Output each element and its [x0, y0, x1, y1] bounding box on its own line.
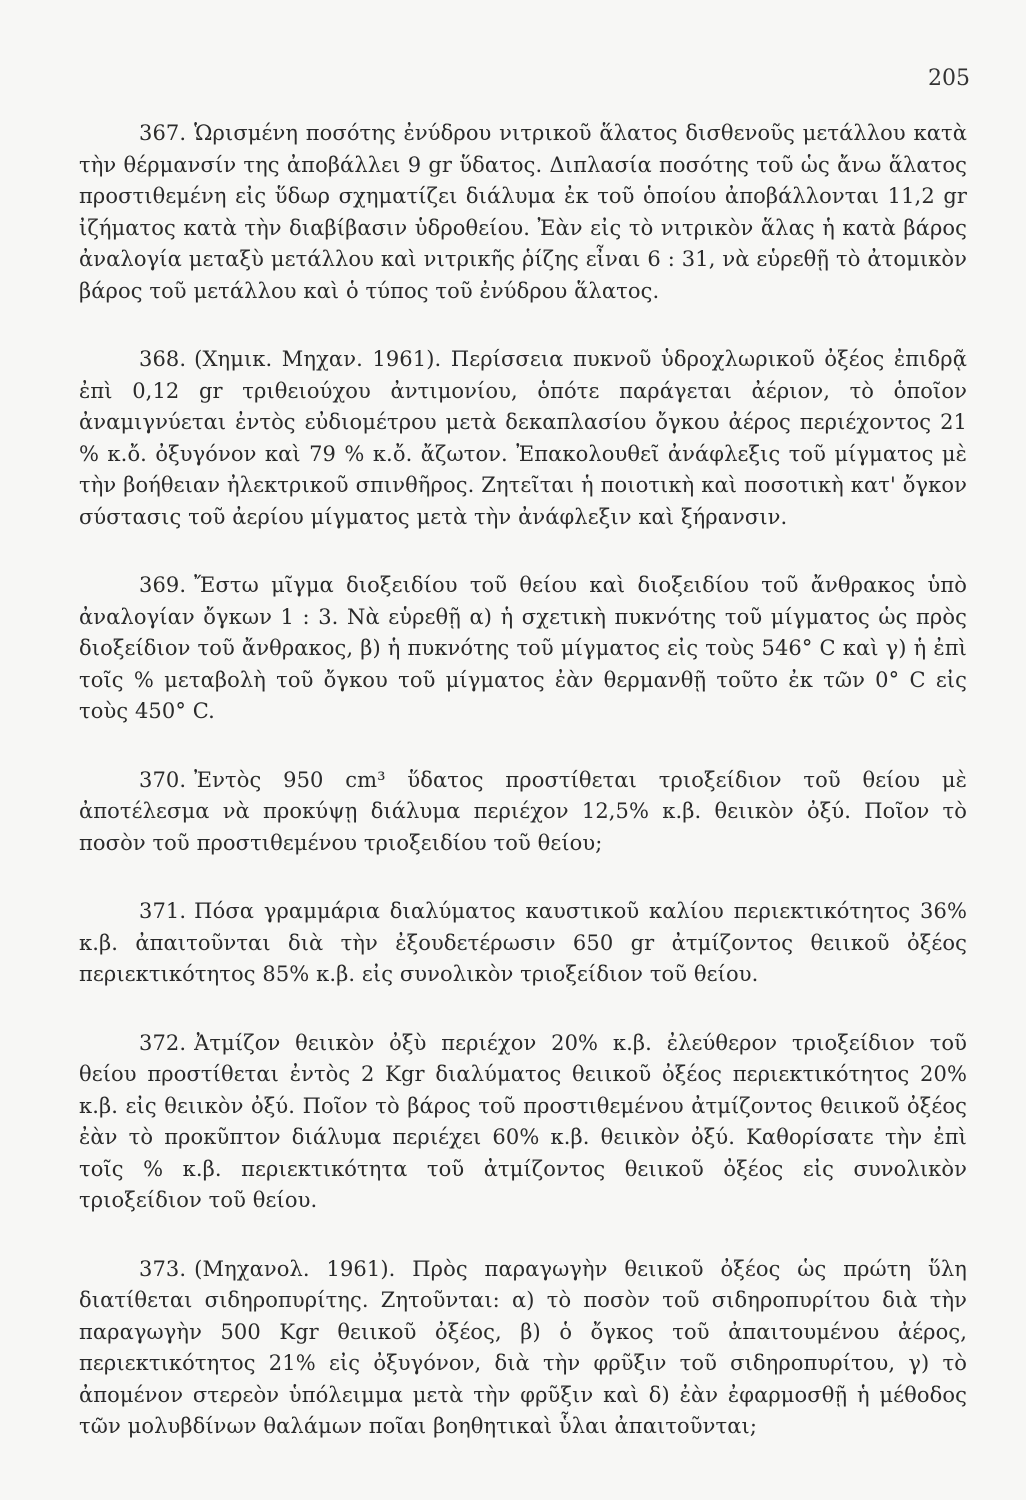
problem-number: 373.: [139, 1256, 187, 1281]
problem-number: 372.: [139, 1030, 187, 1055]
problem-number: 367.: [139, 121, 187, 145]
problem-372: [79, 1028, 967, 1217]
problem-368: [79, 344, 967, 533]
problem-number: 369.: [139, 573, 187, 597]
problem-367: [79, 118, 967, 307]
problem-number: 370.: [139, 767, 187, 792]
problem-number: 371.: [139, 899, 187, 923]
problem-text: Πόσα γραμμάρια διαλύματος καυστικοῦ καλίου περιεκτικότητος 36% κ.β. ἀπαιτοῦνται διὰ τὴν ἐξουδετέρωσιν 650 gr ἀτμίζοντος θειικοῦ ὀξέος περιεκτικότητος 85% κ.β. εἰς συνολικὸν τριοξείδιον τοῦ θείου.: [79, 899, 967, 986]
problem-371: [79, 896, 967, 991]
problem-text: (Χημικ. Μηχαν. 1961). Περίσσεια πυκνοῦ ὑδροχλωρικοῦ ὀξέος ἐπιδρᾷ ἐπὶ 0,12 gr τριθειούχου ἀντιμονίου, ὁπότε παράγεται ἀέριον, τὸ ὁποῖον ἀναμιγνύεται ἐντὸς εὐδιομέτρου μετὰ δεκαπλασίου ὄγκου ἀέρος περιέχοντος 21 % κ.ὄ. ὀξυγόνον καὶ 79 % κ.ὄ. ἄζωτον. Ἐπακολουθεῖ ἀνάφλεξις τοῦ μίγματος μὲ τὴν βοήθειαν ἠλεκτρικοῦ σπινθῆρος. Ζητεῖται ἡ ποιοτικὴ καὶ ποσοτικὴ κατ' ὄγκον σύστασις τοῦ ἀερίου μίγματος μετὰ τὴν ἀνάφλεξιν καὶ ξήρανσιν.: [79, 347, 967, 529]
problem-373: [79, 1254, 967, 1443]
problem-text: Ὡρισμένη ποσότης ἐνύδρου νιτρικοῦ ἅλατος δισθενοῦς μετάλλου κατὰ τὴν θέρμανσίν της ἀποβάλλει 9 gr ὕδατος. Διπλασία ποσότης τοῦ ὡς ἄνω ἅλατος προστιθεμένη εἰς ὕδωρ σχηματίζει διάλυμα ἐκ τοῦ ὁποίου ἀποβάλλονται 11,2 gr ἰζήματος κατὰ τὴν διαβίβασιν ὑδροθείου. Ἐὰν εἰς τὸ νιτρικὸν ἅλας ἡ κατὰ βάρος ἀναλογία μεταξὺ μετάλλου καὶ νιτρικῆς ῥίζης εἶναι 6 : 31, νὰ εὑρεθῇ τὸ ἀτομικὸν βάρος τοῦ μετάλλου καὶ ὁ τύπος τοῦ ἐνύδρου ἅλατος.: [79, 121, 967, 303]
page-number: 205: [928, 66, 970, 91]
problem-text: Ἔστω μῖγμα διοξειδίου τοῦ θείου καὶ διοξειδίου τοῦ ἄνθρακος ὑπὸ ἀναλογίαν ὄγκων 1 : 3. Νὰ εὑρεθῇ α) ἡ σχετικὴ πυκνότης τοῦ μίγματος ὡς πρὸς διοξείδιον τοῦ ἄνθρακος, β) ἡ πυκνότης τοῦ μίγματος εἰς τοὺς 546° C καὶ γ) ἡ ἐπὶ τοῖς % μεταβολὴ τοῦ ὄγκου τοῦ μίγματος ἐὰν θερμανθῇ τοῦτο ἐκ τῶν 0° C εἰς τοὺς 450° C.: [79, 573, 967, 723]
problem-370: [79, 765, 967, 860]
problem-text: (Μηχανολ. 1961). Πρὸς παραγωγὴν θειικοῦ ὀξέος ὡς πρώτη ὕλη διατίθεται σιδηροπυρίτης. Ζητοῦνται: α) τὸ ποσὸν τοῦ σιδηροπυρίτου διὰ τὴν παραγωγὴν 500 Kgr θειικοῦ ὀξέος, β) ὁ ὄγκος τοῦ ἀπαιτουμένου ἀέρος, περιεκτικότητος 21% εἰς ὀξυγόνον, διὰ τὴν φρῦξιν τοῦ σιδηροπυρίτου, γ) τὸ ἀπομένον στερεὸν ὑπόλειμμα μετὰ τὴν φρῦξιν καὶ δ) ἐὰν ἐφαρμοσθῇ ἡ μέθοδος τῶν μολυβδίνων θαλάμων ποῖαι βοηθητικαὶ ὗλαι ἀπαιτοῦνται;: [79, 1256, 967, 1438]
problem-369: [79, 570, 967, 728]
problems-list: [79, 118, 967, 1480]
problem-text: Ἐντὸς 950 cm³ ὕδατος προστίθεται τριοξείδιον τοῦ θείου μὲ ἀποτέλεσμα νὰ προκύψῃ διάλυμα περιέχον 12,5% κ.β. θειικὸν ὀξύ. Ποῖον τὸ ποσὸν τοῦ προστιθεμένου τριοξειδίου τοῦ θείου;: [79, 767, 967, 855]
problem-number: 368.: [139, 347, 187, 371]
problem-text: Ἀτμίζον θειικὸν ὀξὺ περιέχον 20% κ.β. ἐλεύθερον τριοξείδιον τοῦ θείου προστίθεται ἐντὸς 2 Kgr διαλύματος θειικοῦ ὀξέος περιεκτικότητος 20% κ.β. εἰς θειικὸν ὀξύ. Ποῖον τὸ βάρος τοῦ προστιθεμένου ἀτμίζοντος θειικοῦ ὀξέος ἐὰν τὸ προκῦπτον διάλυμα περιέχει 60% κ.β. θειικὸν ὀξύ. Καθορίσατε τὴν ἐπὶ τοῖς % κ.β. περιεκτικότητα τοῦ ἀτμίζοντος θειικοῦ ὀξέος εἰς συνολικὸν τριοξείδιον τοῦ θείου.: [79, 1030, 967, 1212]
